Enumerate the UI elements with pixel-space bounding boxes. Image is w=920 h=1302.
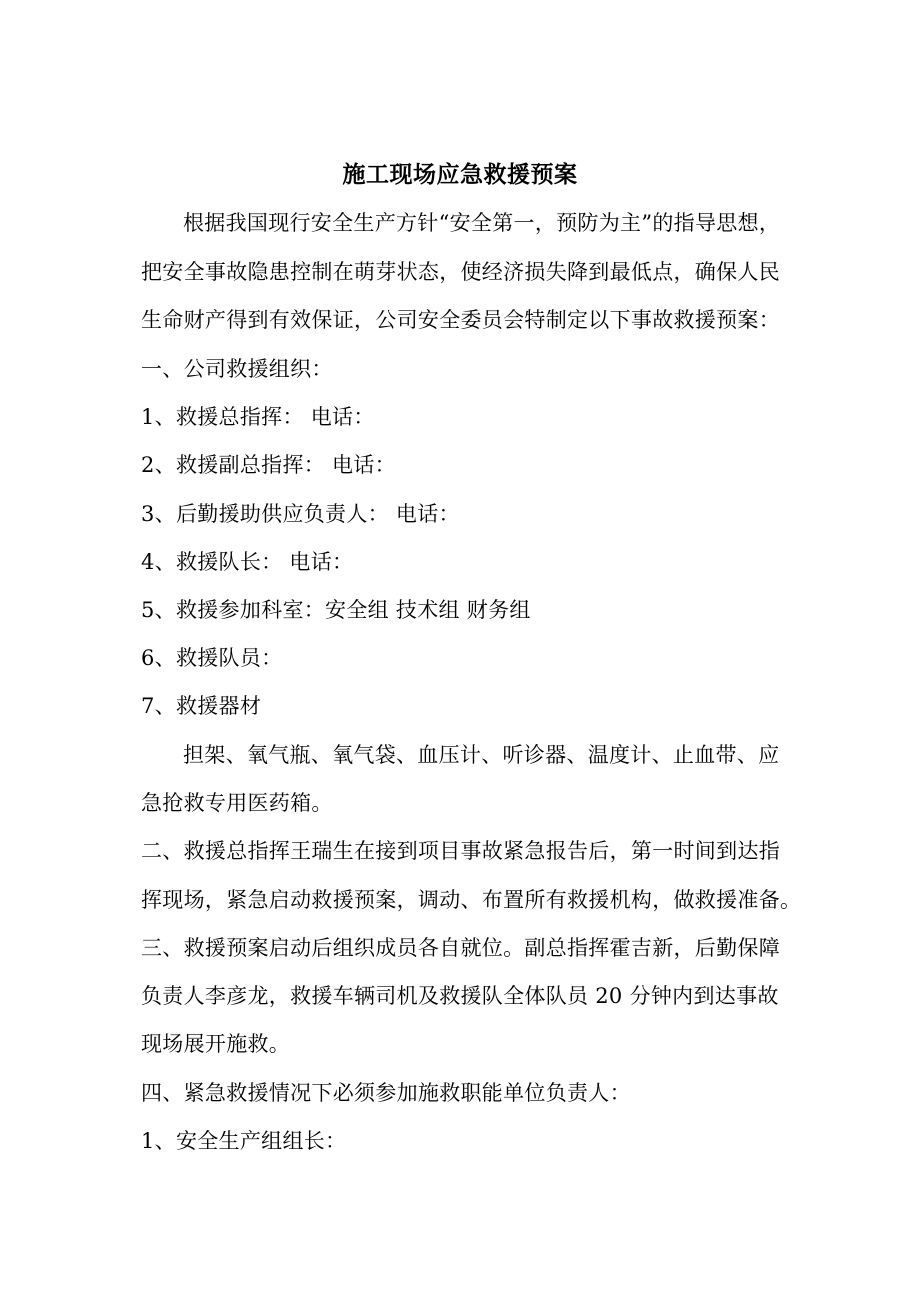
list-item: 7、救援器材 <box>141 694 262 718</box>
list-item: 5、救援参加科室：安全组 技术组 财务组 <box>141 598 531 622</box>
section-heading: 四、紧急救援情况下必须参加施救职能单位负责人： <box>141 1081 631 1105</box>
paragraph-line: 把安全事故隐患控制在萌芽状态，使经济损失降到最低点，确保人民 <box>141 260 780 284</box>
list-item: 2、救援副总指挥： 电话： <box>141 453 396 477</box>
section-heading: 一、公司救援组织： <box>141 357 333 381</box>
paragraph-line: 生命财产得到有效保证，公司安全委员会特制定以下事故救援预案： <box>141 308 780 332</box>
list-item: 1、救援总指挥： 电话： <box>141 405 375 429</box>
paragraph-line: 负责人李彦龙，救援车辆司机及救援队全体队员 20 分钟内到达事故 <box>141 984 779 1008</box>
list-item: 3、后勤援助供应负责人： 电话： <box>141 502 460 526</box>
paragraph-line: 担架、氧气瓶、氧气袋、血压计、听诊器、温度计、止血带、应 <box>183 743 780 767</box>
list-item: 6、救援队员： <box>141 646 283 670</box>
section-heading: 三、救援预案启动后组织成员各自就位。副总指挥霍吉新，后勤保障 <box>141 936 780 960</box>
paragraph-line: 急抢救专用医药箱。 <box>141 791 333 815</box>
list-item: 4、救援队长： 电话： <box>141 550 354 574</box>
document-title: 施工现场应急救援预案 <box>342 161 578 188</box>
paragraph-line: 挥现场，紧急启动救援预案，调动、布置所有救援机构，做救援准备。 <box>141 888 802 912</box>
paragraph-line: 根据我国现行安全生产方针“安全第一，预防为主”的指导思想， <box>183 211 781 235</box>
section-heading: 二、救援总指挥王瑞生在接到项目事故紧急报告后，第一时间到达指 <box>141 839 780 863</box>
paragraph-line: 现场展开施救。 <box>141 1032 291 1056</box>
list-item: 1、安全生产组组长： <box>141 1129 347 1153</box>
